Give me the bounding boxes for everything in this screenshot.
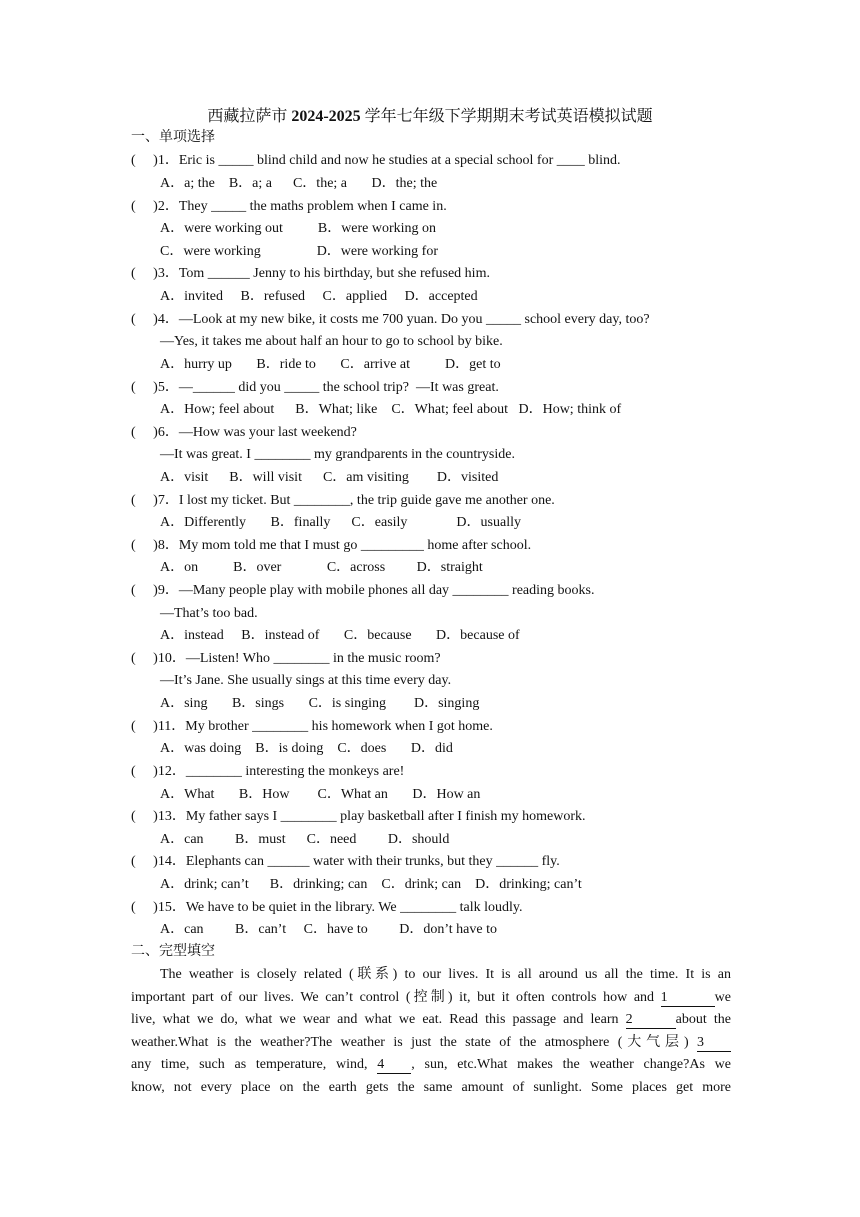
- question-1: ( )1．Eric is _____ blind child and now he studies at a special school for ____ blind.: [131, 153, 621, 168]
- question-8: ( )8．My mom told me that I must go _________ home after school.: [131, 538, 532, 553]
- question-9: ( )9．—Many people play with mobile phones all day ________ reading books.: [131, 583, 595, 598]
- question-3: ( )3．Tom ______ Jenny to his birthday, but she refused him.: [131, 266, 490, 281]
- question-2-options-2: C．were working D．were working for: [160, 244, 438, 259]
- question-12: ( )12．________ interesting the monkeys are!: [131, 764, 405, 779]
- passage-text: we: [714, 989, 731, 1005]
- passage-text: important part of our lives. We can’t control (控制) it, but it often controls how and: [131, 989, 661, 1005]
- question-12-options: A．What B．How C．What an D．How an: [160, 787, 481, 802]
- cloze-passage: [131, 964, 731, 1100]
- passage-line-2: [131, 987, 731, 1010]
- question-15-options: A．can B．can’t C．have to D．don’t have to: [160, 922, 497, 937]
- question-11: ( )11．My brother ________ his homework when I got home.: [131, 719, 493, 734]
- title-suffix: 学年七年级下学期期末考试英语模拟试题: [360, 108, 653, 125]
- question-4-reply: —Yes, it takes me about half an hour to go to school by bike.: [160, 334, 503, 349]
- question-13: ( )13．My father says I ________ play basketball after I finish my homework.: [131, 809, 586, 824]
- passage-line-3: [131, 1009, 731, 1032]
- question-1-options: A．a; the B．a; a C．the; a D．the; the: [160, 176, 438, 191]
- question-8-options: A．on B．over C．across D．straight: [160, 560, 483, 575]
- question-11-options: A．was doing B．is doing C．does D．did: [160, 741, 453, 756]
- passage-text: about the: [675, 1012, 731, 1028]
- question-5-options: A．How; feel about B．What; like C．What; feel about D．How; think of: [160, 402, 622, 417]
- question-6-reply: —It was great. I ________ my grandparents in the countryside.: [160, 447, 515, 462]
- cloze-blank-1[interactable]: 1: [661, 990, 715, 1007]
- question-14-options: A．drink; can’t B．drinking; can C．drink; can D．drinking; can’t: [160, 877, 582, 892]
- question-7: ( )7．I lost my ticket. But ________, the trip guide gave me another one.: [131, 493, 555, 508]
- question-2-options-1: A．were working out B．were working on: [160, 221, 437, 236]
- question-4: ( )4．—Look at my new bike, it costs me 700 yuan. Do you _____ school every day, too?: [131, 312, 650, 327]
- question-6-options: A．visit B．will visit C．am visiting D．visited: [160, 470, 499, 485]
- question-2: ( )2．They _____ the maths problem when I came in.: [131, 199, 447, 214]
- passage-text: weather.What is the weather?The weather is just the state of the atmosphere (大气层): [131, 1034, 697, 1050]
- passage-text: , sun, etc.What makes the weather change?As we: [411, 1057, 731, 1073]
- question-7-options: A．Differently B．finally C．easily D．usually: [160, 515, 521, 530]
- question-9-reply: —That’s too bad.: [160, 606, 258, 621]
- question-4-options: A．hurry up B．ride to C．arrive at D．get to: [160, 357, 501, 372]
- question-15: ( )15．We have to be quiet in the library. We ________ talk loudly.: [131, 900, 523, 915]
- passage-line-4: [131, 1032, 731, 1055]
- question-9-options: A．instead B．instead of C．because D．because of: [160, 628, 520, 643]
- page-title: [0, 106, 860, 128]
- cloze-blank-3[interactable]: 3: [697, 1035, 731, 1052]
- passage-line-6: know, not every place on the earth gets the same amount of sunlight. Some places get more: [131, 1079, 731, 1095]
- passage-line-5: [131, 1054, 731, 1077]
- question-10-options: A．sing B．sings C．is singing D．singing: [160, 696, 480, 711]
- title-year: 2024-2025: [291, 108, 361, 125]
- question-3-options: A．invited B．refused C．applied D．accepted: [160, 289, 478, 304]
- question-10-reply: —It’s Jane. She usually sings at this time every day.: [160, 673, 452, 688]
- question-6: ( )6．—How was your last weekend?: [131, 425, 357, 440]
- question-13-options: A．can B．must C．need D．should: [160, 832, 450, 847]
- section-heading-multiple-choice: 一、单项选择: [131, 130, 215, 145]
- passage-line-1: The weather is closely related (联系) to our lives. It is all around us all the time. It is an: [160, 967, 731, 982]
- passage-text: live, what we do, what we wear and what we eat. Read this passage and learn: [131, 1012, 626, 1028]
- section-heading-cloze: 二、完型填空: [131, 944, 215, 959]
- title-prefix: 西藏拉萨市: [207, 108, 292, 125]
- question-5: ( )5．—______ did you _____ the school trip? —It was great.: [131, 380, 499, 395]
- cloze-blank-2[interactable]: 2: [626, 1012, 676, 1029]
- passage-text: any time, such as temperature, wind,: [131, 1057, 378, 1073]
- question-14: ( )14．Elephants can ______ water with their trunks, but they ______ fly.: [131, 854, 560, 869]
- cloze-blank-4[interactable]: 4: [377, 1057, 411, 1074]
- question-10: ( )10．—Listen! Who ________ in the music room?: [131, 651, 441, 666]
